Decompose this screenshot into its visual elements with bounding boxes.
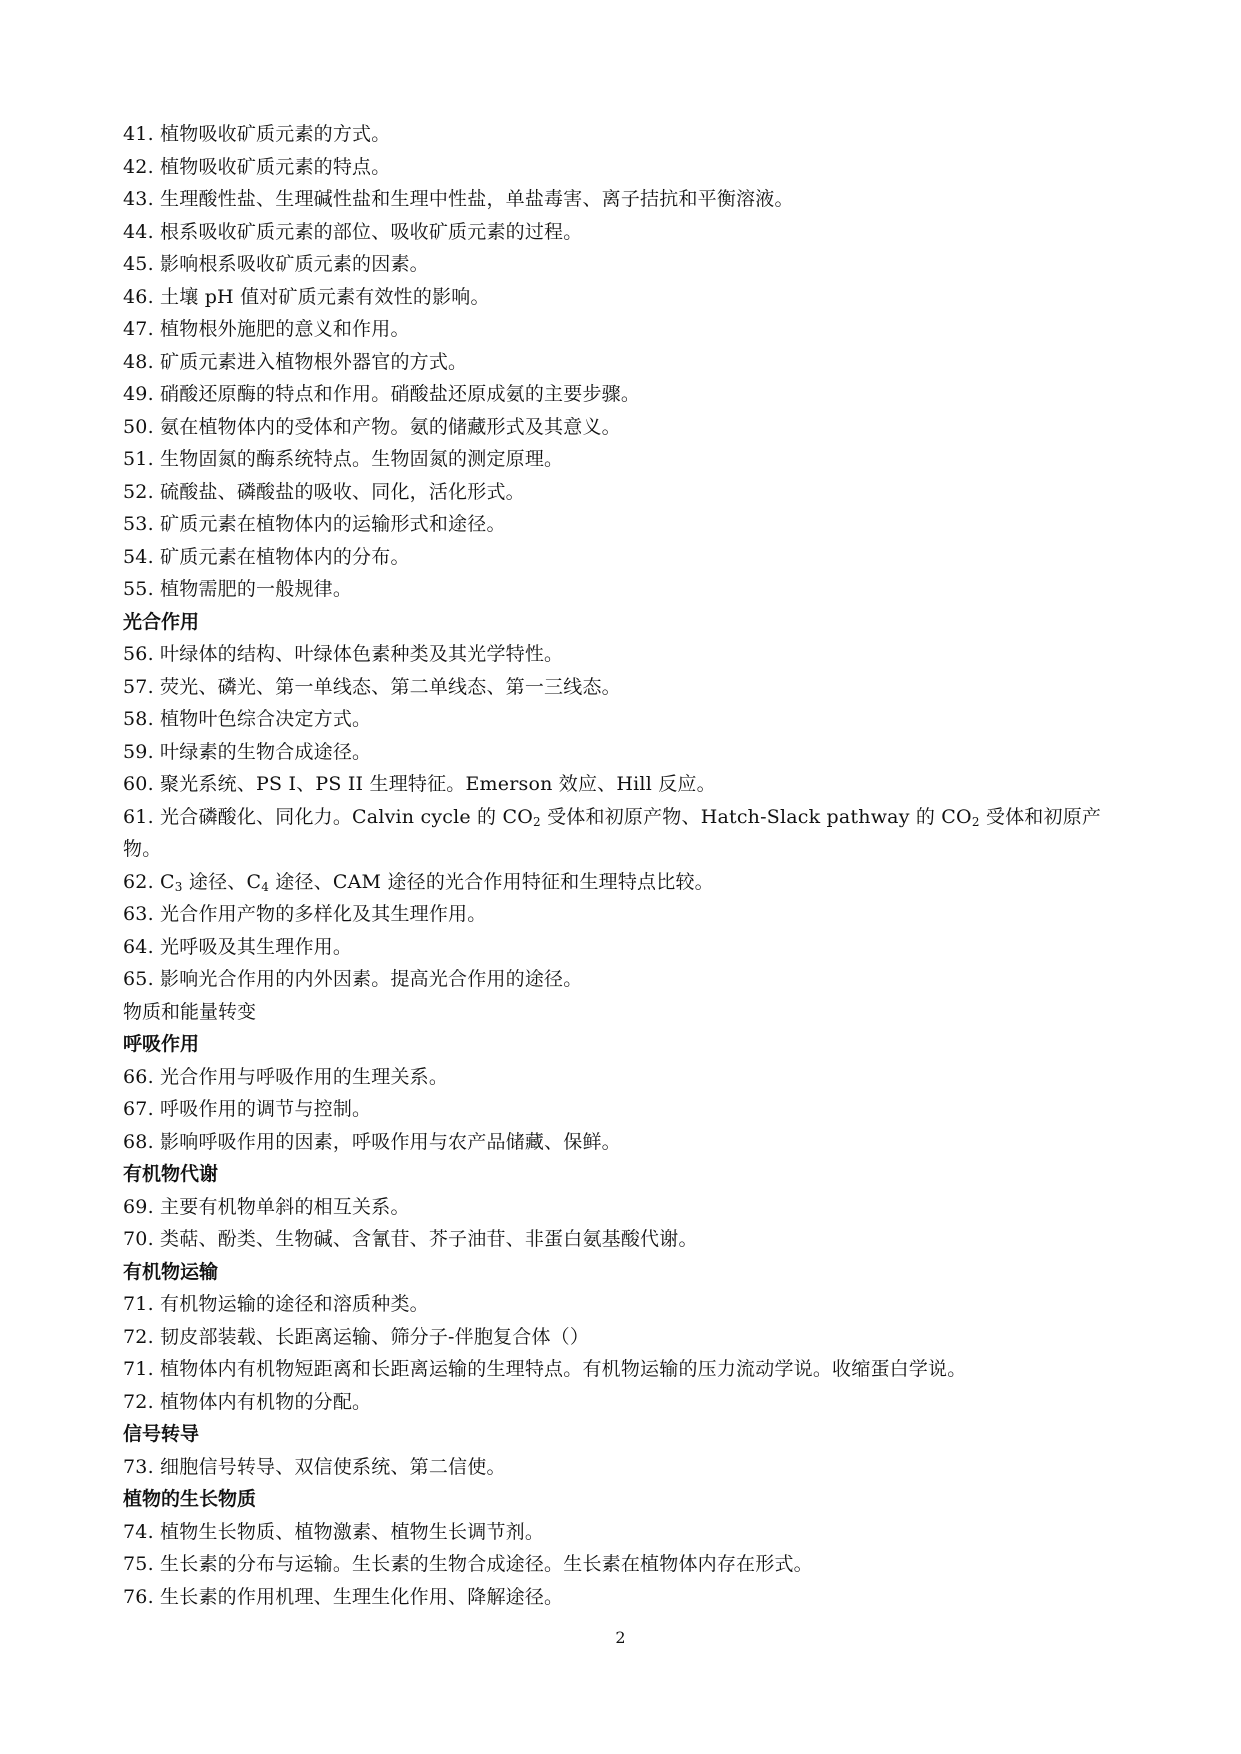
list-item: 72. 韧皮部装载、长距离运输、筛分子-伴胞复合体（）	[123, 1325, 590, 1348]
list-item: 43. 生理酸性盐、生理碱性盐和生理中性盐，单盐毒害、离子拮抗和平衡溶液。	[123, 188, 794, 210]
section-heading-organic-transport: 有机物运输	[123, 1260, 219, 1283]
list-item: 49. 硝酸还原酶的特点和作用。硝酸盐还原成氨的主要步骤。	[123, 383, 641, 405]
list-item-62	[123, 866, 1123, 899]
list-item: 68. 影响呼吸作用的因素，呼吸作用与农产品储藏、保鲜。	[123, 1130, 621, 1153]
section-heading-respiration: 呼吸作用	[123, 1033, 200, 1055]
list-item: 50. 氨在植物体内的受体和产物。氨的储藏形式及其意义。	[123, 415, 621, 438]
list-item: 73. 细胞信号转导、双信使系统、第二信使。	[123, 1455, 506, 1478]
list-item: 42. 植物吸收矿质元素的特点。	[123, 155, 391, 178]
list-item: 55. 植物需肥的一般规律。	[123, 578, 353, 600]
list-item: 74. 植物生长物质、植物激素、植物生长调节剂。	[123, 1520, 545, 1543]
list-item: 64. 光呼吸及其生理作用。	[123, 935, 353, 958]
subscript: 3	[174, 879, 183, 894]
list-item: 66. 光合作用与呼吸作用的生理关系。	[123, 1065, 449, 1088]
section-heading-growth-substances: 植物的生长物质	[123, 1488, 257, 1510]
list-item: 47. 植物根外施肥的意义和作用。	[123, 318, 410, 340]
text-part: 途径、CAM 途径的光合作用特征和生理特点比较。	[269, 870, 714, 893]
subscript: 4	[261, 879, 270, 894]
page-content	[123, 118, 1123, 1613]
list-item: 44. 根系吸收矿质元素的部位、吸收矿质元素的过程。	[123, 220, 583, 243]
list-item: 65. 影响光合作用的内外因素。提高光合作用的途径。	[123, 968, 583, 990]
list-item: 59. 叶绿素的生物合成途径。	[123, 740, 372, 763]
section-heading-photosynthesis: 光合作用	[123, 610, 200, 633]
list-item: 67. 呼吸作用的调节与控制。	[123, 1098, 372, 1120]
subscript: 2	[533, 814, 541, 829]
list-item: 53. 矿质元素在植物体内的运输形式和途径。	[123, 513, 506, 535]
section-heading-organic-metabolism: 有机物代谢	[123, 1163, 219, 1185]
list-item: 75. 生长素的分布与运输。生长素的生物合成途径。生长素在植物体内存在形式。	[123, 1553, 813, 1575]
list-item: 60. 聚光系统、PS I、PS II 生理特征。Emerson 效应、Hill 反应。	[123, 773, 716, 795]
list-item: 54. 矿质元素在植物体内的分布。	[123, 545, 410, 568]
list-item: 57. 荧光、磷光、第一单线态、第二单线态、第一三线态。	[123, 675, 621, 698]
list-item-61	[123, 801, 1123, 866]
list-item: 45. 影响根系吸收矿质元素的因素。	[123, 253, 429, 275]
section-title-matter-energy: 物质和能量转变	[123, 1000, 257, 1023]
list-item: 71. 植物体内有机物短距离和长距离运输的生理特点。有机物运输的压力流动学说。收缩蛋白学说。	[123, 1358, 967, 1380]
page-number: 2	[615, 1628, 626, 1647]
text-part: 受体和初原产物、Hatch-Slack pathway 的 CO	[540, 805, 972, 828]
section-heading-signal: 信号转导	[123, 1423, 200, 1445]
list-item: 52. 硫酸盐、磷酸盐的吸收、同化，活化形式。	[123, 480, 525, 503]
subscript: 2	[971, 814, 980, 829]
list-item: 76. 生长素的作用机理、生理生化作用、降解途径。	[123, 1585, 564, 1608]
list-item: 56. 叶绿体的结构、叶绿体色素种类及其光学特性。	[123, 643, 564, 665]
list-item: 72. 植物体内有机物的分配。	[123, 1390, 372, 1413]
list-item: 41. 植物吸收矿质元素的方式。	[123, 123, 391, 145]
list-item: 69. 主要有机物单斜的相互关系。	[123, 1195, 410, 1218]
text-part: 途径、C	[182, 870, 262, 893]
list-item: 71. 有机物运输的途径和溶质种类。	[123, 1293, 429, 1315]
text-part: 61. 光合磷酸化、同化力。Calvin cycle 的 CO	[123, 805, 534, 828]
list-item: 70. 类萜、酚类、生物碱、含氰苷、芥子油苷、非蛋白氨基酸代谢。	[123, 1228, 698, 1250]
list-item: 46. 土壤 pH 值对矿质元素有效性的影响。	[123, 285, 490, 308]
list-item: 63. 光合作用产物的多样化及其生理作用。	[123, 903, 487, 925]
list-item: 51. 生物固氮的酶系统特点。生物固氮的测定原理。	[123, 448, 564, 470]
list-item: 58. 植物叶色综合决定方式。	[123, 708, 372, 730]
text-part: 62. C	[123, 870, 175, 893]
list-item: 48. 矿质元素进入植物根外器官的方式。	[123, 350, 468, 373]
text-part: 受体和初原产物。	[123, 805, 1102, 860]
